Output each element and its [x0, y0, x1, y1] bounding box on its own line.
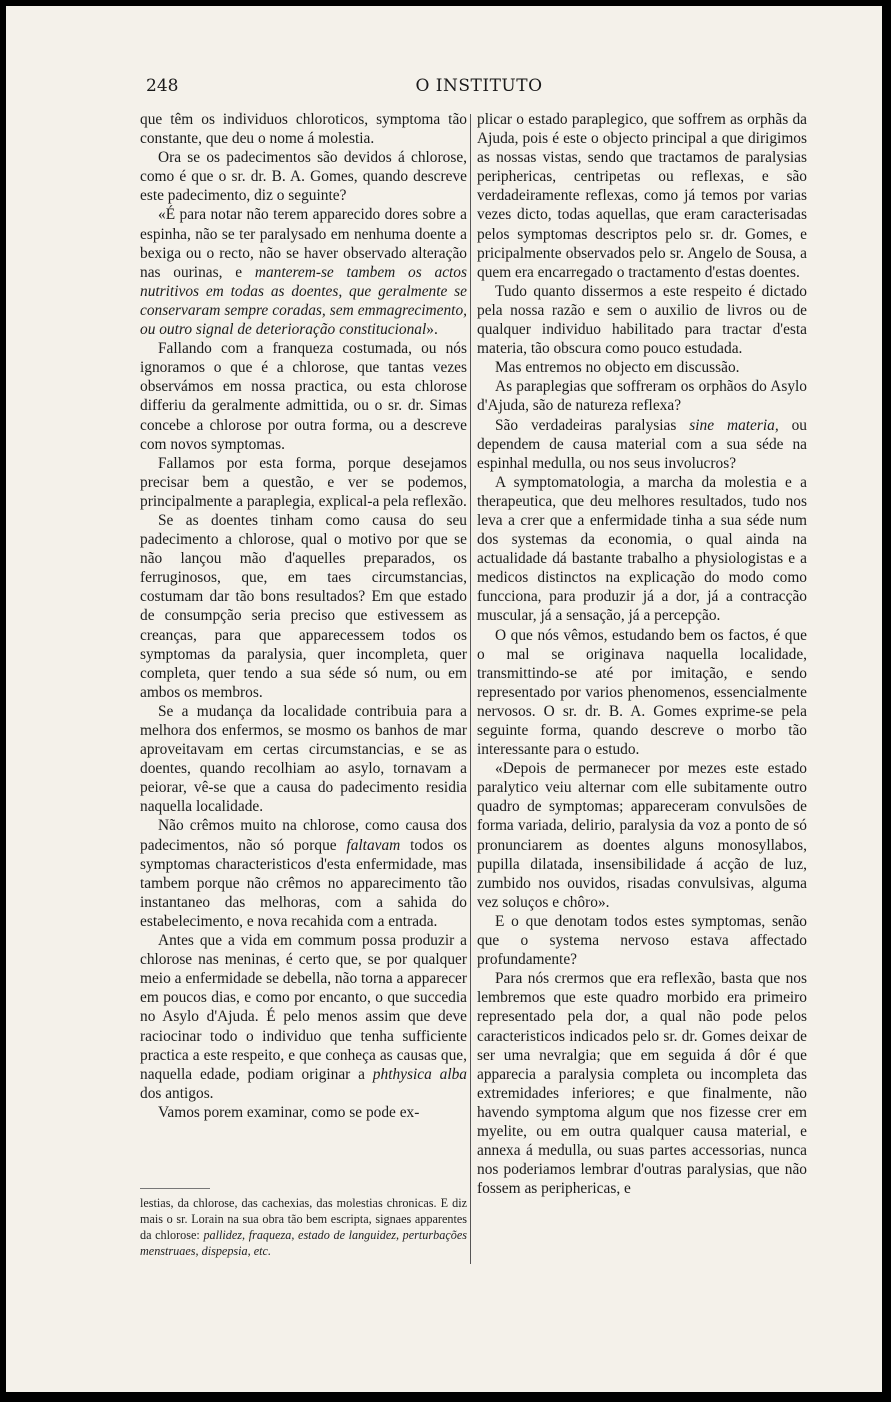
- footnote: [140, 1188, 467, 1259]
- italic-text: manterem-se tambem os actos nutritivos em todas as doentes, que geralmente se conservaram sempre coradas, sem emmagrecimento, ou outro signal de deterioração constitucional: [140, 263, 467, 339]
- text-run: Antes que a vida em commum possa produzir a chlorose nas meninas, é certo que, se por qualquer meio a enfermidade se debella, não torna a apparecer em poucos dias, e como por encanto, o que succedia no Asylo d'Ajuda. É pelo menos assim que deve raciocinar todo o individuo que tenha sufficiente practica a este respeito, e que conheça as causas que, naquella edade, podiam originar a: [140, 932, 467, 1083]
- footnote-text: lestias, da chlorose, das cachexias, das molestias chronicas. E diz mais o sr. Lorain na sua obra tão bem escripta, signaes apparentes da chlorose:: [140, 1196, 467, 1242]
- left-column: [140, 110, 467, 1122]
- italic-text: phthysica alba: [372, 1065, 467, 1083]
- paragraph: [477, 416, 807, 473]
- italic-text: sine materia,: [689, 416, 779, 434]
- paragraph: Vamos porem examinar, como se pode ex-: [158, 1103, 420, 1121]
- paragraph: E o que denotam todos estes symptomas, senão que o systema nervoso estava affectado profundamente?: [477, 912, 807, 969]
- text-run: todos os symptomas characteristicos d'esta enfermidade, mas tambem porque não crêmos no apparecimento tão instantaneo das melhoras, com a sahida do estabelecimento, e nova recahida com a entrada.: [140, 836, 467, 930]
- quote-paragraph: [140, 205, 467, 339]
- text-run: ».: [426, 321, 438, 339]
- paragraph: Se as doentes tinham como causa do seu padecimento a chlorose, qual o motivo por que se não lançou mão d'aquelles preparados, os ferruginosos, que, em taes circumstancias, costumam dar tão bons resultados? Em que estado de consumpção seria preciso que estivessem as creanças, para que apparecessem todos os symptomas da paralysia, quer incompleta, quer completa, quer tendo a sua séde só num, ou em ambos os membros.: [140, 511, 467, 701]
- page-header: [146, 76, 812, 100]
- right-column: [477, 110, 807, 1198]
- page-number: 248: [146, 76, 179, 96]
- paragraph: A symptomatologia, a marcha da molestia e a therapeutica, que deu melhores resultados, tudo nos leva a crer que a enfermidade tinha a sua séde num dos systemas da economia, o qual ainda na actualidade dá bastante trabalho a physiologistas e a medicos distinctos na explicação do modo como funcciona, para produzir já a dor, já a contracção muscular, já a sensação, já a percepção.: [477, 473, 807, 625]
- paragraph: Mas entremos no objecto em discussão.: [495, 359, 740, 377]
- text-run: dos antigos.: [140, 1084, 214, 1102]
- paragraph: O que nós vêmos, estudando bem os factos, é que o mal se originava naquella localidade, transmittindo-se até por imitação, e sendo representado por varios phenomenos, essencialmente nervosos. O sr. dr. B. A. Gomes exprime-se pela seguinte forma, quando descreve o morbo tão interessante para o estudo.: [477, 626, 807, 759]
- quote-paragraph: «Depois de permanecer por mezes este estado paralytico veiu alternar com elle subitamente outro quadro de symptomas; appareceram convulsões de forma variada, delirio, paralysia da voz a ponto de só pronunciarem as doentes alguns monosyllabos, pupilla dilatada, insensibilidade á acção de luz, zumbido nos ouvidos, risadas convulsivas, alguma vez soluços e chôro».: [477, 760, 807, 911]
- column-divider: [470, 114, 471, 1264]
- paragraph: Fallando com a franqueza costumada, ou nós ignoramos o que é a chlorose, que tantas vezes observámos em nossa practica, ou esta chlorose differiu da geralmente admittida, ou o sr. dr. Simas concebe a chlorose por outra forma, ou a descreve com novos symptomas.: [140, 340, 467, 453]
- paragraph: Se a mudança da localidade contribuia para a melhora dos enfermos, se mosmo os banhos de mar aproveitavam em certas circumstancias, e se as doentes, quando recolhiam ao asylo, tornavam a peiorar, vê-se que a causa do padecimento residia naquella localidade.: [140, 702, 467, 816]
- running-title: O INSTITUTO: [415, 76, 543, 96]
- paragraph: Ora se os padecimentos são devidos á chlorose, como é que o sr. dr. B. A. Gomes, quando descreve este padecimento, diz o seguinte?: [140, 149, 467, 205]
- paragraph: que têm os individuos chloroticos, symptoma tão constante, que deu o nome á molestia.: [140, 111, 467, 148]
- footnote-rule: [140, 1188, 210, 1189]
- paragraph: Tudo quanto dissermos a este respeito é dictado pela nossa razão e sem o auxilio de livros ou de qualquer individuo habilitado para tractar d'esta materia, tão obscura como pouco estudada.: [477, 282, 807, 358]
- paragraph: [140, 931, 467, 1103]
- italic-text: faltavam: [346, 836, 401, 854]
- paragraph: Para nós crermos que era reflexão, basta que nos lembremos que este quadro morbido era primeiro representado pela dor, a qual não pode pelos caracteristicos indicados pelo sr. dr. Gomes deixar de ser uma nevralgia; que em seguida á dôr é que apparecia a paralysia completa ou incompleta das extremidades inferiores; e que finalmente, não havendo symptoma algum que nos fizesse crer em myelite, ou em outra qualquer causa material, e annexa á medulla, ou suas partes accessorias, nunca nos poderiamos lembrar d'outras paralysias, que não fossem as periphericas, e: [477, 970, 807, 1198]
- text-run: ou dependem de causa material com a sua séde na espinhal medulla, ou nos seus involucros?: [477, 416, 807, 472]
- text-run: «É para notar não terem apparecido dores sobre a espinha, não se ter paralysado em nenhuma doente a bexiga ou o recto, não se haver observado alteração nas ourinas, e: [140, 206, 467, 281]
- paragraph: As paraplegias que soffreram os orphãos do Asylo d'Ajuda, são de natureza reflexa?: [477, 378, 807, 415]
- paragraph: plicar o estado paraplegico, que soffrem as orphãs da Ajuda, pois é este o objecto principal a que dirigimos as nossas vistas, sendo que tractamos de paralysias periphericas, centripetas ou reflexas, e são verdadeiramente reflexas, como já temos por varias vezes dicto, todas aquellas, que eram caracterisadas pelos symptomas descriptos pelo sr. dr. Gomes, e pricipalmente observados pelo sr. Angelo de Sousa, a quem era encarregado o tractamento d'estas doentes.: [477, 111, 807, 281]
- text-run: São verdadeiras paralysias: [495, 416, 690, 434]
- footnote-italic: pallidez, fraqueza, estado de languidez, perturbações menstruaes, dispepsia, etc.: [140, 1228, 467, 1258]
- text-run: Não crêmos muito na chlorose, como causa dos padecimentos, não só porque: [140, 817, 467, 854]
- paragraph: [140, 816, 467, 931]
- paragraph: Fallamos por esta forma, porque desejamos precisar bem a questão, e ver se podemos, principalmente a paraplegia, explical-a pela reflexão.: [140, 454, 467, 510]
